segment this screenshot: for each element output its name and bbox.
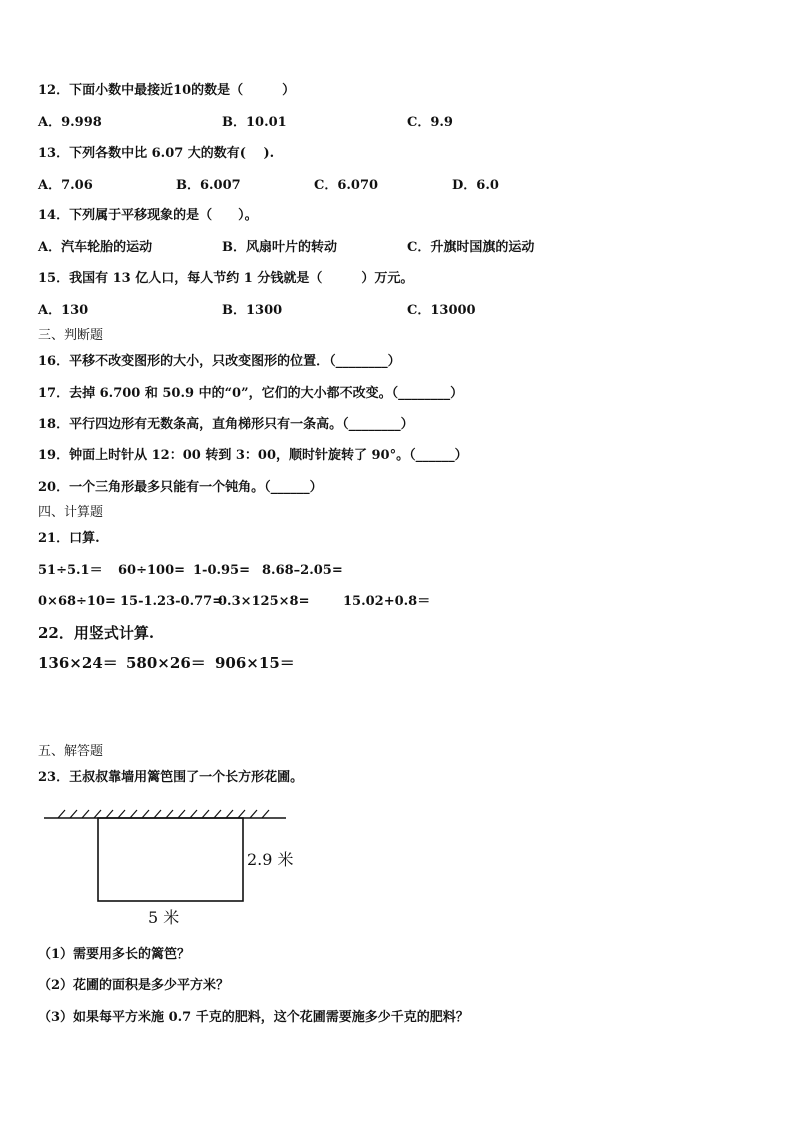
wall <box>44 810 286 818</box>
question-13-stem: 13．下列各数中比 6.07 大的数有( ). <box>38 146 275 161</box>
q21-item-2: 60÷100= <box>118 563 186 578</box>
q15-option-c: C．13000 <box>407 303 476 318</box>
q12-option-b: B．10.01 <box>222 115 287 130</box>
question-15-stem: 15．我国有 13 亿人口，每人节约 1 分钱就是（ ）万元。 <box>38 271 414 286</box>
q21-item-3: 1-0.95= <box>193 563 250 578</box>
garden-rectangle <box>98 818 243 901</box>
q14-option-c: C．升旗时国旗的运动 <box>407 240 535 255</box>
q21-item-1: 51÷5.1＝ <box>38 563 103 578</box>
section-5-title: 五、解答题 <box>38 744 104 759</box>
q22-item-1: 136×24＝ <box>38 654 118 672</box>
question-23-sub-2: （2）花圃的面积是多少平方米？ <box>38 978 230 993</box>
question-21-stem: 21．口算. <box>38 531 100 546</box>
q13-option-d: D．6.0 <box>452 178 499 193</box>
q22-item-3: 906×15＝ <box>215 654 295 672</box>
question-23-sub-1: （1）需要用多长的篱笆？ <box>38 947 191 962</box>
q15-option-a: A．130 <box>38 303 89 318</box>
q12-option-a: A．9.998 <box>38 115 102 130</box>
question-23-sub-3: （3）如果每平方米施 0.7 千克的肥料，这个花圃需要施多少千克的肥料？ <box>38 1010 469 1025</box>
question-16: 16．平移不改变图形的大小，只改变图形的位置．（________） <box>38 354 401 369</box>
question-23-stem: 23．王叔叔靠墙用篱笆围了一个长方形花圃。 <box>38 770 304 785</box>
q15-option-b: B．1300 <box>222 303 283 318</box>
section-3-title: 三、判断题 <box>38 328 104 343</box>
q13-option-c: C．6.070 <box>314 178 379 193</box>
q21-item-5: 0×68÷10= <box>38 594 116 609</box>
question-20: 20．一个三角形最多只能有一个钝角。（______） <box>38 480 323 495</box>
section-4-title: 四、计算题 <box>38 505 104 520</box>
height-label: 2.9 米 <box>247 850 294 869</box>
q21-item-4: 8.68–2.05= <box>262 563 343 578</box>
q21-item-7: 0.3×125×8= <box>218 594 310 609</box>
q14-option-b: B．风扇叶片的转动 <box>222 240 337 255</box>
q21-item-8: 15.02+0.8＝ <box>343 594 431 609</box>
question-18: 18．平行四边形有无数条高，直角梯形只有一条高。（________） <box>38 417 414 432</box>
q22-item-2: 580×26＝ <box>126 654 206 672</box>
q21-item-6: 15-1.23-0.77= <box>120 594 224 609</box>
q12-option-c: C．9.9 <box>407 115 453 130</box>
question-14-stem: 14．下列属于平移现象的是（ ）。 <box>38 208 258 223</box>
question-17: 17．去掉 6.700 和 50.9 中的“0”，它们的大小都不改变。（________） <box>38 386 464 401</box>
q13-option-b: B．6.007 <box>176 178 241 193</box>
garden-diagram <box>40 800 310 930</box>
question-22-stem: 22．用竖式计算. <box>38 624 155 642</box>
question-19: 19．钟面上时针从 12：00 转到 3：00，顺时针旋转了 90°。（______） <box>38 448 468 463</box>
width-label: 5 米 <box>148 908 180 927</box>
q13-option-a: A．7.06 <box>38 178 93 193</box>
question-12-stem: 12．下面小数中最接近10的数是（ ） <box>38 83 296 98</box>
q14-option-a: A．汽车轮胎的运动 <box>38 240 153 255</box>
wall-hatching <box>58 810 269 818</box>
